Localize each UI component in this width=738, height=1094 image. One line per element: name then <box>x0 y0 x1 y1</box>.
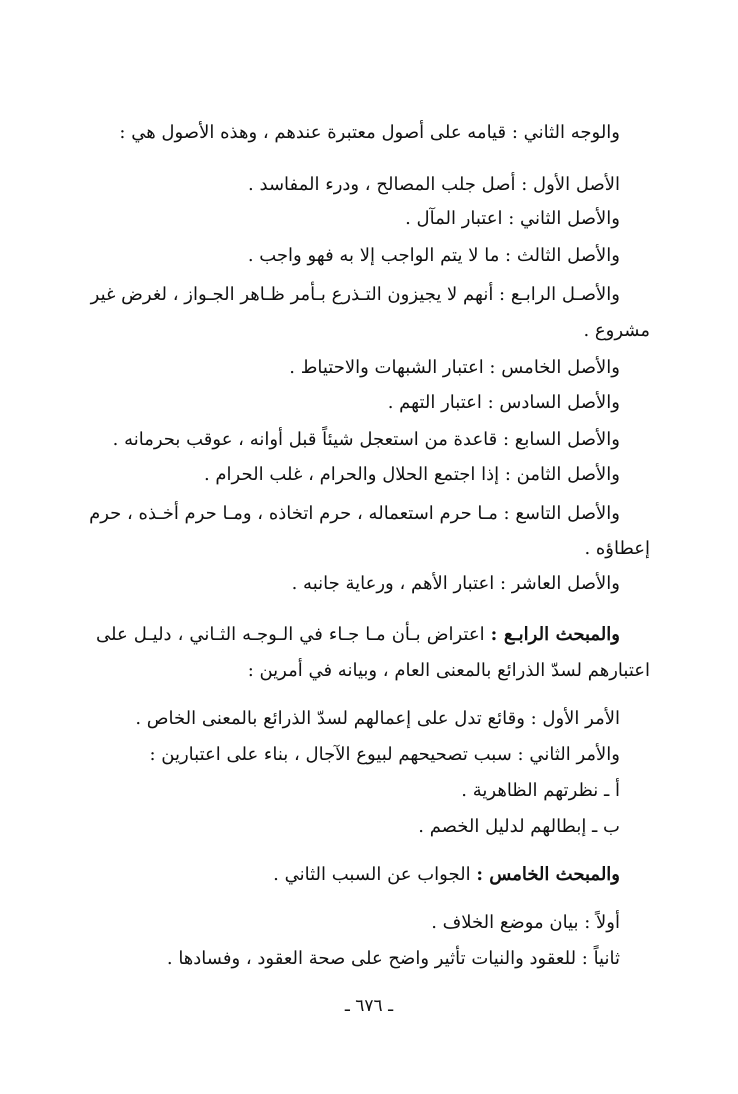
section4-first-line <box>96 622 620 648</box>
section4-line1: اعتراض بـأن مـا جـاء في الـوجـه الثـاني ، دليـل على <box>96 624 485 645</box>
section4-item-1: الأمر الأول : وقائع تدل على إعمالهم لسدّ الذرائع بالمعنى الخاص . <box>135 708 620 729</box>
page-number: ـ ٦٧٦ ـ <box>344 996 394 1016</box>
section4-heading: والمبحث الرابـع : <box>490 624 620 645</box>
section5-heading: والمبحث الخامس : <box>476 864 620 885</box>
section4-line2: اعتبارهم لسدّ الذرائع بالمعنى العام ، وبيانه في أمرين : <box>247 660 650 681</box>
principle-9: والأصل التاسع : مـا حرم استعماله ، حرم اتخاذه ، ومـا حرم أخـذه ، حرم <box>89 503 620 524</box>
principle-7: والأصل السابع : قاعدة من استعجل شيئاً قبل أوانه ، عوقب بحرمانه . <box>112 429 620 450</box>
principle-4-cont: مشروع . <box>583 320 650 341</box>
section4-item-a: أ ـ نظرتهم الظاهرية . <box>461 780 620 801</box>
principle-9-cont: إعطاؤه . <box>584 538 650 559</box>
principle-10: والأصل العاشر : اعتبار الأهم ، ورعاية جانبه . <box>291 573 620 594</box>
principle-4: والأصـل الرابـع : أنهم لا يجيزون التـذرع بـأمر ظـاهر الجـواز ، لغرض غير <box>90 284 620 305</box>
principle-3: والأصل الثالث : ما لا يتم الواجب إلا به فهو واجب . <box>247 245 620 266</box>
section5-item-1: أولاً : بيان موضع الخلاف . <box>431 912 620 933</box>
section5-item-2: ثانياً : للعقود والنيات تأثير واضح على صحة العقود ، وفسادها . <box>166 948 620 969</box>
principle-1: الأصل الأول : أصل جلب المصالح ، ودرء المفاسد . <box>248 174 620 195</box>
principle-8: والأصل الثامن : إذا اجتمع الحلال والحرام ، غلب الحرام . <box>203 464 620 485</box>
principle-2: والأصل الثاني : اعتبار المآل . <box>405 208 620 229</box>
section5-line <box>96 862 620 888</box>
section4-item-b: ب ـ إبطالهم لدليل الخصم . <box>418 816 620 837</box>
intro-line: والوجه الثاني : قيامه على أصول معتبرة عندهم ، وهذه الأصول هي : <box>119 122 620 143</box>
section5-text: الجواب عن السبب الثاني . <box>273 864 471 885</box>
principle-5: والأصل الخامس : اعتبار الشبهات والاحتياط . <box>289 357 620 378</box>
principle-6: والأصل السادس : اعتبار التهم . <box>387 392 620 413</box>
section4-item-2: والأمر الثاني : سبب تصحيحهم لبيوع الآجال ، بناء على اعتبارين : <box>149 744 620 765</box>
